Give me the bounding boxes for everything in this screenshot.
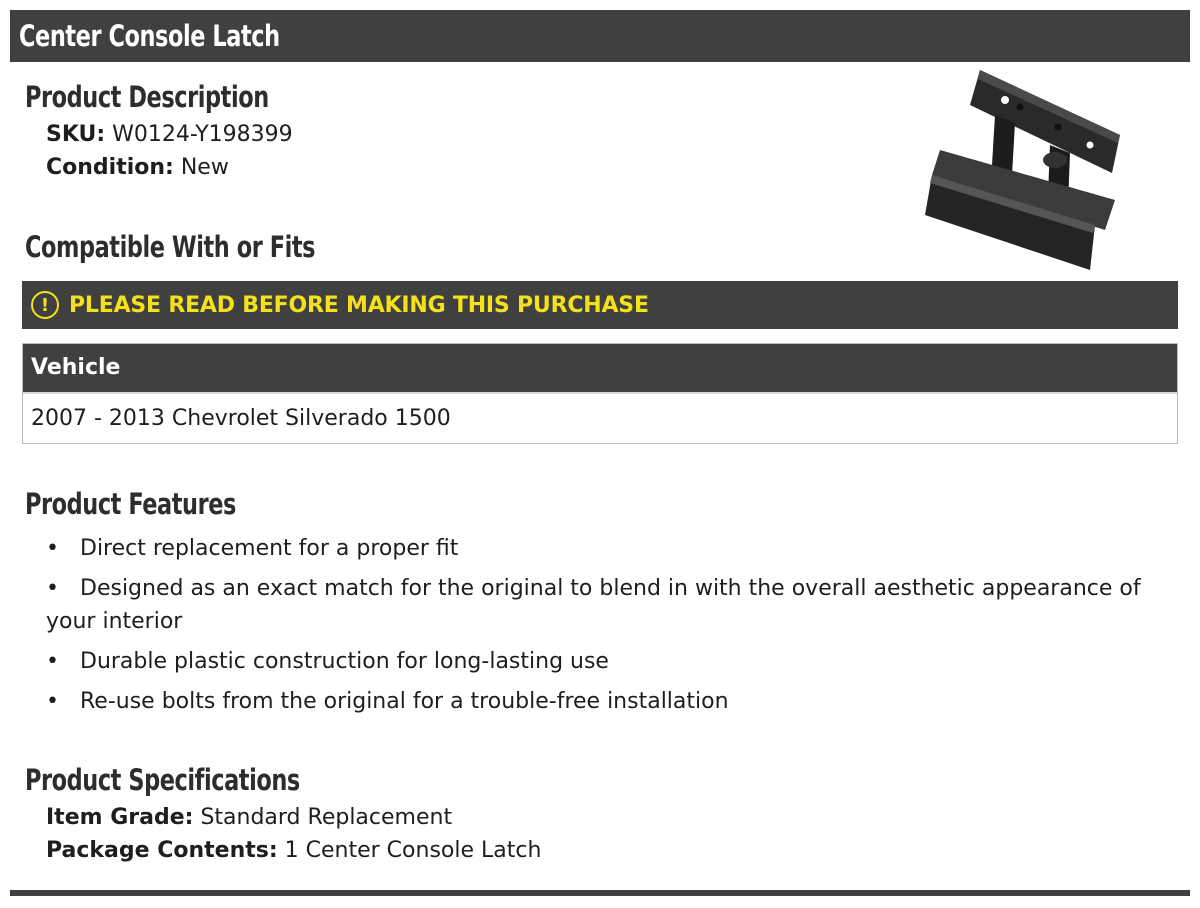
condition-value: New [180, 155, 229, 180]
product-features-heading: Product Features [25, 487, 236, 521]
vehicle-column-header: Vehicle [23, 344, 1177, 392]
package-contents-value: 1 Center Console Latch [284, 838, 542, 863]
list-item: • Re-use bolts from the original for a trouble-free installation [46, 689, 729, 714]
item-grade-value: Standard Replacement [200, 805, 453, 830]
bottom-divider [10, 890, 1190, 896]
package-contents-row [46, 838, 541, 863]
compatible-heading: Compatible With or Fits [25, 230, 316, 264]
vehicle-table [22, 343, 1178, 444]
item-grade-label: Item Grade: [46, 805, 194, 830]
warning-text: PLEASE READ BEFORE MAKING THIS PURCHASE [69, 292, 649, 318]
sku-row [46, 122, 293, 147]
list-item: • Designed as an exact match for the original to blend in with the overall aesthetic appearance of your interior [46, 576, 1141, 634]
title-bar [10, 10, 1190, 62]
page-title: Center Console Latch [19, 19, 280, 53]
list-item: • Durable plastic construction for long-lasting use [46, 649, 609, 674]
sku-label: SKU: [46, 122, 106, 147]
package-contents-label: Package Contents: [46, 838, 278, 863]
table-row: 2007 - 2013 Chevrolet Silverado 1500 [23, 392, 1177, 443]
warning-icon: ! [31, 291, 59, 319]
list-item: • Direct replacement for a proper fit [46, 536, 459, 561]
product-description-heading: Product Description [25, 80, 269, 114]
sku-value: W0124-Y198399 [112, 122, 293, 147]
item-grade-row [46, 805, 452, 830]
purchase-warning-bar [22, 281, 1178, 329]
product-image [920, 65, 1125, 275]
condition-row [46, 155, 229, 180]
features-list [46, 532, 1166, 725]
product-specifications-heading: Product Specifications [25, 763, 300, 797]
condition-label: Condition: [46, 155, 174, 180]
